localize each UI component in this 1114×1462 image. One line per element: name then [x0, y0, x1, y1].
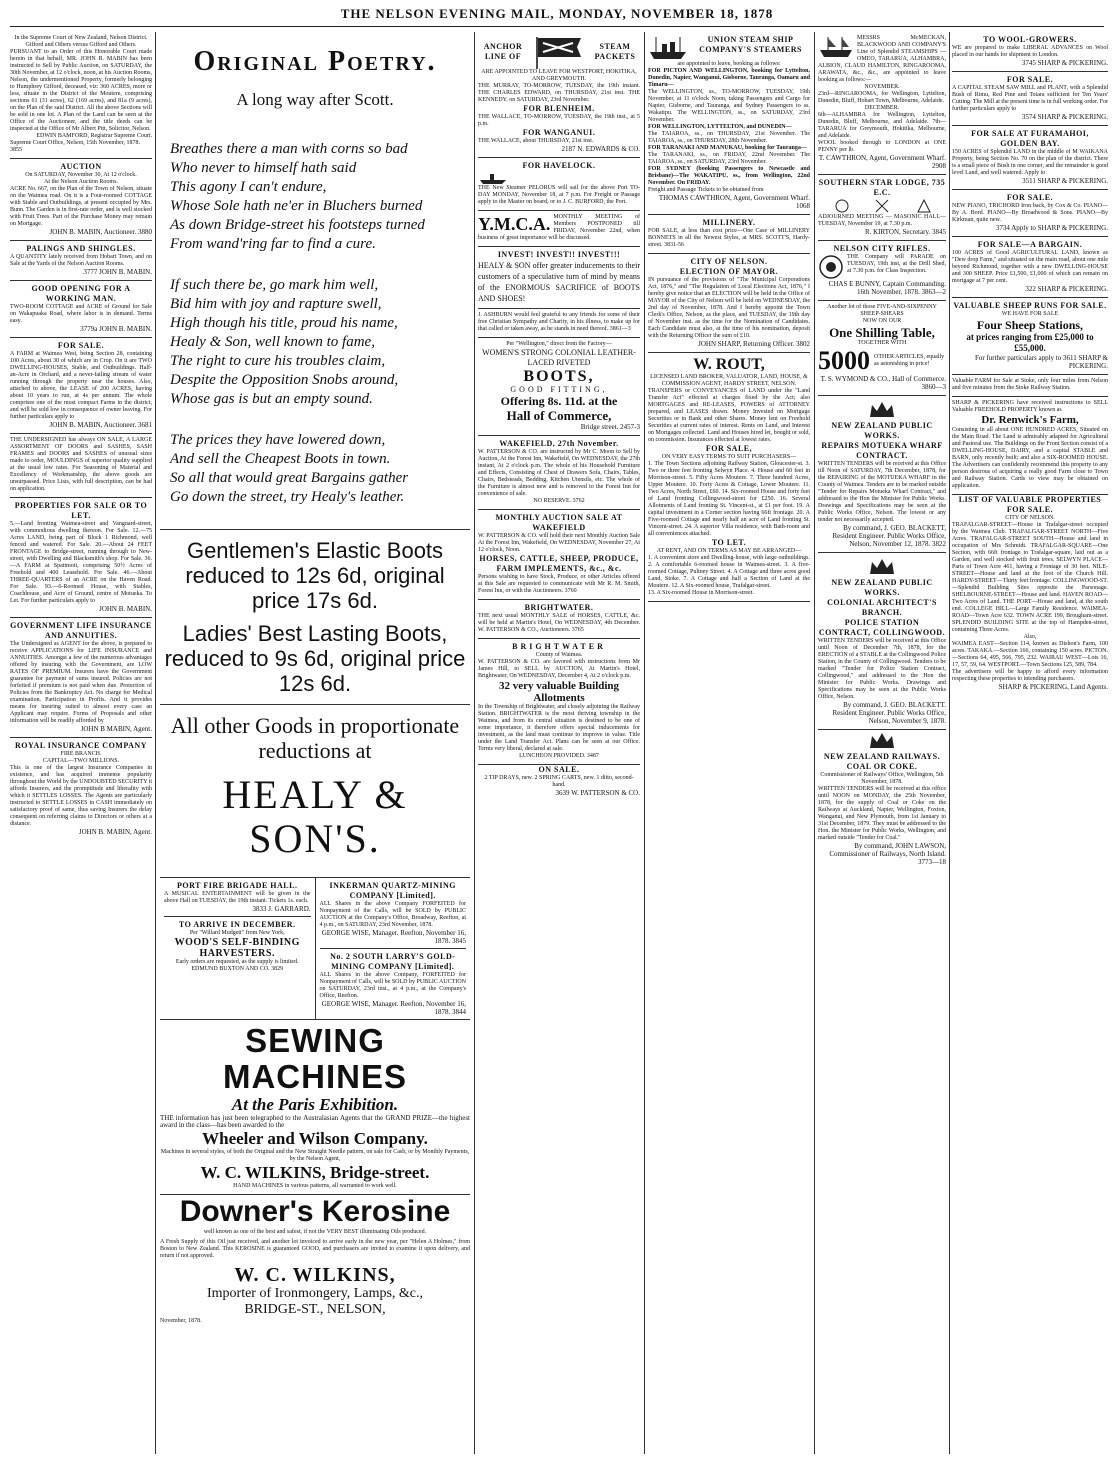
- offering-price: Offering 8s. 11d. at the: [500, 394, 618, 408]
- wellington-line: Per "Wellington," direct from the Factory—: [506, 341, 612, 347]
- bw2-body: W. PATTERSON & CO. are favored with instructions from Mr James Hill, to SELL by AUCTION, At Martin's Hotel, Brightwater, On WEDNESDAY, December 4, At 2 o'clock p.m.: [478, 659, 640, 679]
- bw2-more: In the Township of Brightwater, and closely adjoining the Railway Station. BRIGHTWATER is the most thriving township in the Waimea, and from its central situation is destined to be one of some importance, it therefore offers special inducements for investment, as the land must continue to improve in value. Title under the Land Transfer Act. Plans can be seen at our Office. Terms very liberal, declared at sale.: [478, 704, 640, 752]
- bargain-heading: FOR SALE—A BARGAIN.: [977, 240, 1083, 249]
- masonic-symbols-icon: [818, 198, 946, 214]
- rout-tolet-heading: TO LET.: [711, 538, 747, 547]
- bargain-signature: 322 SHARP & PICKERING.: [1025, 285, 1108, 293]
- hall-of-commerce-boots-ad: [478, 338, 640, 436]
- anchor-signature: 2187 N. EDWARDS & CO.: [561, 145, 640, 153]
- hand-machines: HAND MACHINES in various patterns, all warranted to work well.: [233, 1183, 397, 1189]
- together-with: TOGETHER WITH: [857, 340, 907, 346]
- lodge-signature: R. KIRTON, Secretary. 3845: [864, 228, 946, 236]
- downers-kerosine-title: Downer's Kerosine: [179, 1195, 451, 1228]
- auction-signature: JOHN B. MABIN, Auctioneer. 3880: [49, 228, 152, 236]
- masonic-lodge-ad: [818, 175, 946, 241]
- sewing-machines-ad: [160, 1020, 470, 1195]
- poem-subtitle: A long way after Scott.: [236, 90, 394, 109]
- rifles-heading: NELSON CITY RIFLES.: [833, 244, 931, 253]
- horses-heading: HORSES, CATTLE, SHEEP, PRODUCE, FARM IMPLEMENTS, &c., &c.: [479, 554, 639, 573]
- government-life-ad: [10, 618, 152, 738]
- anchor-line-ad: [478, 32, 640, 158]
- mcmeckan-month-2: DECEMBER.: [864, 105, 900, 111]
- picton-heading: FOR PICTON AND WELLINGTON, booking for Lyttelton, Dunedin, Napier, Wanganui, Gisborne, Tauranga, Oamaru and Timaru—: [648, 68, 810, 88]
- farm-sale-ad: [10, 338, 152, 434]
- golden-bay-body: 150 ACRES of Splendid LAND in the middle of M WAIKANA Property, being Section No. 70 on the plan of the district. There is a small piece of Bush in one corner, and the remainder is good level Land, and well watered. Apply to: [952, 149, 1108, 176]
- steamer-icon: [478, 171, 508, 185]
- brightwater-heading: BRIGHTWATER.: [524, 603, 594, 612]
- fire-brigade-signature: 3833 J. GARRARD.: [252, 905, 311, 913]
- poem-line: As down Bridge-street his footsteps turned: [170, 217, 425, 233]
- rout-forsale-body: 1. The Town Sections adjoining Railway Station, Gloucester-st. 3. Two or three feet fronting Selwyn Place. 4. House and 60 feet in Morrison-street. 5. Fifty Acres Moutere. 7. Three hundred Acres, Upper Moutere. 10. Forty Acres & Cottage, Lower Moutere. 11. Two Acres, North Street, £60. 14. Six-roomed House and forty feet of Land fronting Collingwood-street for £250. 16. Several Allotments of Land fronting St. Vincent-st., at £1 per foot. 19. A capital investment in a Corner section having 66ft frontage. 20. A Five-roomed Cottage and nearly half an acre of Land fronting St. Vincent-street. 24. A superior Villa residence, with Bath-room and all conveniences attached.: [648, 461, 810, 537]
- wheeler-wilson: Wheeler and Wilson Company.: [202, 1129, 428, 1148]
- working-man-heading: GOOD OPENING FOR A WORKING MAN.: [31, 284, 131, 303]
- kerosine-date: November, 1878.: [160, 1318, 202, 1324]
- five-thousand: 5000: [818, 346, 870, 375]
- rifles-body: THE Company will PARADE on TUESDAY, 19th inst, at the Drill Shed, at 7.30 p.m. for Class Inspection.: [847, 254, 946, 274]
- working-man-ad: [10, 281, 152, 338]
- royal-insurance-body: This is one of the largest Insurance Companies in existence, and has acquired immense popularity throughout the World by the UNDOUBTED SECURITY it affords Insurers, and the promptitude and liberality with which it SETTLES LOSSES. The Agents are particularly instructed to SETTLE LOSSES in CASH immediately on satisfactory proof of same, thus saving Insurers the delay consequent on referring claims to Directors or others at a distance.: [10, 765, 152, 827]
- column-divider: [949, 32, 950, 1454]
- sheep-sub: WE HAVE FOR SALE: [1001, 311, 1059, 317]
- bridge-street-line: BRIDGE-ST., NELSON,: [244, 1302, 386, 1317]
- union-heading: UNION STEAM SHIP COMPANY'S STEAMERS: [699, 35, 802, 54]
- inkerman-body: ALL Shares in the above Company FORFEITED for Nonpayment of the Calls, will be SOLD by PUBLIC AUCTION at the Company's Office, Broadway, Reefton, at 4 p.m., on SATURDAY, 23rd November, 1878.: [319, 901, 466, 928]
- motueka-wharf-ad: [818, 396, 946, 553]
- top-rule: [10, 26, 1104, 27]
- palings-body: A QUANTITY lately received from Hobart Town, and on Sale at the Yards of the Nelson Auction Rooms.: [10, 254, 152, 267]
- also-body: WAIMEA EAST—Section 114, known as Dishon's Farm, 100 acres. TAKAKA.—Section 166, containing 150 acres. PICTON.—Sections 64, 495, 566, 795, 232. WAIRAU WEST—Lots 16, 17, 57, 59, 64. WESTPORT.—Town Sections 125, 589, 784.: [952, 641, 1108, 668]
- auction-heading: AUCTION: [60, 162, 102, 171]
- poem-line: So all that would great Bargains gather: [170, 470, 409, 486]
- column-divider: [155, 32, 156, 1454]
- properties-body: 5.—Land fronting Waimea-street and Vanguard-street, with commodious dwelling thereon. For Sale. 12.—75 Acres LAND, being part of Block 1 Richmond, well fenced and watered. For Sale. 20.—About 24 FEET FRONTAGE to Bridge-street, running through to New-street, with Dwelling and Blacksmith's shop. For Sale. 36.—A FARM at Spattmoti, comprising 50½ Acres of Freehold and 400 Leasehold. For Sale. 46.—About THREE-QUARTERS of an ACRE on the Haven Road. For Sale. 93.—6-Roomed House, with Stables, Coachhouse, and Acre of Ground, centre of Motueka. To Let. For further particulars apply to: [10, 521, 152, 604]
- invest-body: HEALY & SON offer greater inducements to their customers of a speculative turn of mind by means of the ENORMOUS SACRIFICE of BOOTS AND SHOES!: [478, 261, 640, 303]
- city-heading: CITY OF NELSON.: [690, 257, 768, 266]
- anchor-sub: ARE APPOINTED TO LEAVE FOR WESTPORT, HOKITIKA, AND GREYMOUTH.: [481, 69, 637, 82]
- court-signature: EDWIN BAMFORD, Registrar Supreme Court.: [36, 133, 152, 139]
- mcmeckan-signature: T. CAWTHRON, Agent, Government Wharf. 2908: [818, 154, 946, 170]
- larry-heading: No. 2 SOUTH LARRY'S GOLD-MINING COMPANY [Limited].: [330, 952, 456, 971]
- invest-heading: INVEST! INVEST!! INVEST!!!: [497, 250, 621, 259]
- monthly-heading: MONTHLY AUCTION SALE AT WAKEFIELD: [495, 513, 623, 532]
- farm-sale-signature: JOHN B. MABIN, Auctioneer. 3681: [49, 421, 152, 429]
- list-body: TRAFALGAR-STREET—House in Trafalgar-street occupied by the Waimea Club. TRAFALGAR-STREET NORTH—Five Acres. TRAFALGAR-STREET SOUTH—House and land in occupation of Mrs Schmidt. TRAFALGAR-SQUARE—One Section, with 66ft frontage to Trafalgar-square, laid out as a Garden, and well stocked with fruit trees. SELWYN PLACE—Parts of Town Acre 461, having a Frontage of 30 feet. NILE-STREET—House and land at the foot of the Church Hill. HARDY-STREET—Thirty feet frontage. COLLINGWOOD-ST.—Splendid Building Sites opposite the Parsonage. SHELBOURNE-STREET—House and land. HAVEN ROAD—Two Acres of Land. THE PORT—House and land, at the south end. COLLEGE HILL—Large Family Residence. WAIMEA-ROAD—Town Acre 632. TOWN ACRE 199, Brougham-street. SPLENDID BUILDING SITE at the top of Hampden-street, containing Three Acres.: [952, 522, 1108, 633]
- police-signature: By command, J. GEO. BLACKETT. Resident Engineer. Public Works Office, Nelson, November 9, 1878.: [832, 701, 946, 725]
- ymca-ad: [478, 211, 640, 247]
- palings-heading: PALINGS AND SHINGLES.: [26, 244, 136, 253]
- divider: [160, 529, 470, 530]
- column-2: [160, 32, 470, 1452]
- woods-harvesters: WOOD'S SELF-BINDING HARVESTERS.: [174, 937, 300, 959]
- mcmeckan-body-1: 23rd—RINGAROOMA, for Wellington, Lyttelton, Dunedin, Bluff, Hobart Town, Melbourne, Adelaide.: [818, 91, 946, 104]
- fire-brigade-body: A MUSICAL ENTERTAINMENT will be given in the above Hall on TUESDAY, the 19th instant. Tickets 1s. each.: [164, 891, 311, 904]
- invest-ad: [478, 247, 640, 309]
- larry-signature: GEORGE WISE, Manager. Reefton, November 16, 1878. 3844: [321, 1000, 466, 1016]
- royal-insurance-signature: JOHN B. MABIN, Agent.: [78, 828, 152, 836]
- coal-body: WRITTEN TENDERS will be received at this office until NOON on MONDAY, the 25th November, 1878, for the supply of Coal or Coke on the Railways at Auckland, Napier, Wellington, Foxton, Wanganui, and New Plymouth, from 1st January to 31st December, 1879. They must be addressed to the Hon. the Minister for Public Works, Wellington, and marked outside "Tender for Coal.": [818, 786, 946, 841]
- auction-date: On SATURDAY, November 30, At 12 o'clock.: [25, 172, 137, 178]
- royal-insurance-capital: CAPITAL—TWO MILLIONS.: [42, 758, 120, 764]
- kerosine-sub: well known as one of the best and safest, if not the VERY BEST illuminating Oils produced.: [203, 1229, 427, 1235]
- auction-ad: [10, 159, 152, 241]
- golden-bay-ad: [952, 126, 1108, 190]
- monthly-body: W. PATTERSON & CO. will hold their next Monthly Auction Sale At the Forest Inn, Wakefield, On WEDNESDAY, November 27, At 12 o'clock, Noon.: [478, 533, 640, 553]
- poem-line: The right to cure his troubles claim,: [170, 353, 386, 369]
- flag-icon: [533, 35, 585, 69]
- notices-row-1: [160, 878, 470, 1020]
- rout-sub: LICENSED LAND BROKER, VALUATOR, LAND, HOUSE, & COMMISSION AGENT, HARDY STREET, NELSON.: [650, 374, 808, 387]
- brightwater-allotments-ad: [478, 639, 640, 765]
- four-sheep-stations: Four Sheep Stations,: [976, 318, 1084, 332]
- millinery-heading: MILLINERY.: [702, 218, 756, 227]
- renwick-body: Consisting in all about ONE HUNDRED ACRES, Situated on the Main Road. The Land is admirably adapted for Agricultural and Pastoral use. The Buildings on the Front Section consist of a DWELLING-HOUSE, DAIRY, and a capital STABLE and BARN, only recently built; and also a SIX-ROOMED HOUSE. The Advertisers can confidently recommend this property to any person desirous of acquiring a really good Farm close to Town and Railway Station. Cards to view may be obtained on application.: [952, 427, 1108, 489]
- court-body: PURSUANT to an Order of this Honorable Court made herein in that behalf, MR. JOHN B. MABIN has been instructed to Sell by Public Auction, on SATURDAY, the 30th November, at 12 o'clock, noon, at his Auction Rooms, Nelson, the undermentioned Property, formerly belonging to Humphrey Gifford, deceased, viz: 360 ACRES, more or less, situate in the District of the Moutere, comprising sections 61 (31 acres), 62 (169 acres), and 81a (9 acres), on the Plan of the said District. All the above Sections will be sold in one lot. A Plan of the Land can be seen at the Office of the Auctioneer, and the title deeds can be inspected at the Office of Mr Albert Pitt, Solicitor, Nelson.: [10, 49, 152, 132]
- wanganui-heading: FOR WANGANUI.: [522, 128, 596, 137]
- city-sub: ELECTION OF MAYOR.: [679, 267, 779, 276]
- ashburn-ad: [478, 309, 640, 338]
- properties-ad: [10, 498, 152, 618]
- larry-body: ALL Shares in the above Company, FORFEITED for Nonpayment of Calls, will be SOLD by PUBLIC AUCTION on SATURDAY, 23rd inst., at 4 p.m., at the Company's Office, Reefton.: [319, 972, 466, 999]
- divider: [320, 948, 467, 949]
- sheep-signature: For further particulars apply to 3611 SHARP & PICKERING.: [974, 354, 1108, 370]
- sewing-machines-title: SEWING MACHINES: [222, 1022, 407, 1095]
- rifles-signature: CHAS E BUNNY, Captain Commanding. 16th November, 1878. 3863—2: [828, 280, 946, 296]
- healy-poem-ad: [160, 46, 470, 878]
- city-signature: JOHN SHARP, Returning Officer. 3802: [698, 340, 810, 348]
- poem-line: The prices they have lowered down,: [170, 432, 386, 448]
- paris-exhibition: At the Paris Exhibition.: [231, 1095, 399, 1114]
- divider: [164, 916, 311, 917]
- rout-tolet-body: 1. A convenient store and Dwelling-house, with large outbuildings. 2. A comfortable 6-roomed house in Waimea-street. 3. A five-roomed Cottage, Pultney Street. 4. A Cottage and three acres good Land, Stoke. 7. A Cottage and half a Section of Land at the Moutere. 12. A Six-roomed house, Trafalgar-street.: [648, 555, 810, 589]
- rifles-ad: [818, 241, 946, 301]
- drays-body: 2 TIP DRAYS, new. 2 SPRING CARTS, new. 1 ditto, second-hand.: [484, 775, 634, 788]
- column-4: [648, 32, 810, 1452]
- court-subheading: Gifford and Others versus Gifford and Others.: [25, 42, 137, 48]
- wool-heading: TO WOOL-GROWERS.: [983, 35, 1077, 44]
- bw2-sub: County of Waimea.: [535, 652, 583, 658]
- anchor-line-right: STEAM PACKETS: [594, 42, 636, 61]
- rout-name: W. ROUT,: [693, 356, 765, 373]
- farm-sale-heading: FOR SALE.: [57, 341, 105, 350]
- onsale-heading: ON SALE.: [538, 765, 580, 774]
- crown-icon: [867, 399, 897, 421]
- motueka-heading: REPAIRS MOTUEKA WHARF CONTRACT.: [821, 441, 943, 460]
- one-shilling-table: One Shilling Table,: [829, 325, 935, 340]
- womens-boots-line: WOMEN'S STRONG COLONIAL LEATHER-LACED RIVETED: [482, 348, 636, 367]
- shears-sub: NOW ON OUR: [862, 318, 902, 324]
- sheep-price-range: at prices ranging from £25,000 to £55,000.: [966, 332, 1094, 353]
- also-heading: Also,: [1023, 634, 1037, 640]
- shears-heading: Another lot of those FIVE-AND-SIXPENNY SHEEP-SHEARS: [827, 304, 937, 317]
- wakefield-heading: WAKEFIELD, 27th November.: [499, 439, 619, 448]
- taranaki-body: The TARANAKI, ss., on FRIDAY, 22nd November. The TAIAROA, ss., on SATURDAY, 23rd November.: [648, 152, 810, 165]
- poem-line: Bid him with joy and rapture swell,: [170, 296, 382, 312]
- bargain-body: 100 ACRES of Good AGRICULTURAL LAND, known as "Dew drop Farm," and situated on the main road, about one mile beyond Richmond, together with a new DWELLING-HOUSE and 300 SHEEP. Price £1,500, £1,000 of which can remain on mortgage at 7 per cent.: [952, 250, 1108, 284]
- elastic-boots-offer: Gentlemen's Elastic Boots reduced to 12s 6d, original price 17s 6d.: [185, 538, 445, 613]
- sydney-heading: FOR SYDNEY (booking Passengers to Newcastle and Brisbane)—The WAKATIPU, ss., from Wellington, 22nd November. On FRIDAY.: [648, 166, 810, 186]
- poem-line: Breathes there a man with corns so bad: [170, 141, 408, 157]
- crest-icon: [818, 254, 844, 280]
- pianos-signature: 3734 Apply to SHARP & PICKERING.: [995, 224, 1108, 232]
- poem-line: Go down the street, try Healy's leather.: [170, 489, 405, 505]
- bw2-big: 32 very valuable Building Allotments: [498, 680, 620, 704]
- lyttelton-heading: FOR WELLINGTON, LYTTELTON, and DUNEDIN—: [648, 124, 792, 130]
- column-5: [818, 32, 946, 1452]
- ashburn-body: J. ASHBURN would feel grateful to any friends for some of their free Christian Sympathy and Charity, in his illness, to make up for that called or taken away, as he stands in need thereof. 3861—3: [478, 312, 640, 332]
- havelock-heading: FOR HAVELOCK.: [522, 161, 596, 170]
- other-articles: OTHER ARTICLES, equally as astonishing in price!: [874, 354, 945, 367]
- no-reserve: NO RESERVE. 3762: [533, 498, 585, 504]
- mining-ads: [315, 878, 471, 1019]
- crown-icon: [867, 730, 897, 752]
- lodge-body: ADJOURNED MEETING — MASONIC HALL—TUESDAY, November 19, at 7.30 p.m.: [818, 214, 946, 227]
- lyttelton-body: The TAIAROA, ss., on THURSDAY, 21st November. The TAIAROA, ss., on THURSDAY, 28th November.: [648, 131, 810, 144]
- arrive-heading: TO ARRIVE IN DECEMBER.: [178, 920, 296, 929]
- divider: [160, 704, 470, 705]
- list-sub: CITY OF NELSON.: [1005, 515, 1055, 521]
- poem-line: This agony I can't endure,: [170, 179, 327, 195]
- poem-line: Whose Sole hath ne'er in Bluchers burned: [170, 198, 423, 214]
- inkerman-heading: INKERMAN QUARTZ-MINING COMPANY [Limited].: [329, 881, 456, 900]
- farm-sale-body: A FARM at Waimea West, being Section 28, containing 100 Acres, about 30 of which are in Crop. On it are TWO DWELLING-HOUSES, Stable, and Outbuildings. Half-an-Acre in Orchard, and a never-failing stream of water running through the property near the houses. Also, attached to above, the LEASE of 200 ACRES, having about 10 years to run, at 4s per annum. The whole comprises one of the most compact Farms in the district, and will be sold low in consequence of owner leaving. For further particulars apply to: [10, 351, 152, 420]
- poem-line: High though his title, proud his name,: [170, 315, 398, 331]
- sydney-body: Freight and Passage Tickets to be obtained from: [648, 187, 764, 193]
- fire-brigade-heading: PORT FIRE BRIGADE HALL.: [177, 881, 298, 890]
- rout-tolet-last: 13. A Six-roomed House in Morrison-street.: [648, 590, 754, 596]
- havelock-body: THE New Steamer PELORUS will sail for the above Port TO-DAY MONDAY, November 18, at 7 p.m. For Freight or Passage apply to the Master on board, or to J. C. BURFORD, the Port.: [478, 185, 640, 205]
- sawmill-heading: FOR SALE.: [1006, 75, 1054, 84]
- golden-bay-heading: FOR SALE AT FURAMAHOI, GOLDEN BAY.: [971, 129, 1089, 148]
- column-divider: [814, 32, 815, 1454]
- anchor-body: THE MURRAY, TO-MORROW, TUESDAY, the 19th instant. THE CHARLES EDWARD, on THURSDAY, 21st inst. THE KENNEDY, on SATURDAY, 23rd November.: [478, 83, 640, 103]
- arrive-body: Per "Willard Mudgett" from New York,: [189, 930, 285, 936]
- coal-sub: Commissioner of Railways' Office, Wellington, 5th November, 1878.: [820, 772, 944, 785]
- golden-bay-signature: 3511 SHARP & PICKERING.: [1022, 177, 1108, 185]
- working-man-body: TWO-ROOM COTTAGE and ACRE of Ground for Sale on Wakapuaka Road, where labor is in demand. Terms easy.: [10, 304, 152, 324]
- city-body: IN pursuance of the provisions of "The Municipal Corporations Act, 1876," and "The Regulation of Local Elections Act, 1876," I hereby give notice that an ELECTION will be held in the Office of MAYOR of the City of Nelson will be held on WEDNESDAY, the 2nd day of November, 1878. And I hereby appoint the Town Clerk's Office, Nelson, as the place, and TUESDAY, the 19th day of November inst. as the time for the Nomination of Candidates. Each Candidate must also, at the time of his nomination, deposit with the Returning Officer the sum of £10.: [648, 277, 810, 339]
- hall-sub: Bridge street. 2457-3: [580, 423, 640, 431]
- proportionate-reductions: All other Goods in proportionate reductions at: [170, 713, 460, 763]
- auction-place: At the Nelson Auction Rooms.: [44, 179, 118, 185]
- column-1: [10, 32, 152, 1452]
- monthly-sale-ad: [478, 510, 640, 600]
- wakefield-ad: [478, 436, 640, 510]
- list-heading: LIST OF VALUABLE PROPERTIES FOR SALE.: [958, 495, 1102, 514]
- motueka-body: WRITTEN TENDERS will be received at this Office till Noon of SATURDAY, 7th December, 1878, for the REPAIRING of the MOTUEKA WHARF in the County of Waimea. Tenders are to be marked outside "Tender for Repairs Motueka Wharf Contract," and addressed to the Hon the Minister for Public Works. Drawings and Specifications may be seen at the Public Works Office, Nelson. The lowest or any tender not necessarily accepted.: [818, 461, 946, 523]
- woods-body: Early orders are requested, as the supply is limited.: [175, 959, 299, 965]
- column-3: [478, 32, 640, 1452]
- ymca-body: MONTHLY MEETING of Members POSTPONED till FRIDAY, November 22nd, when business of great importance will be discussed.: [478, 214, 640, 241]
- renwick-farm-ad: [952, 397, 1108, 495]
- police-heading: POLICE STATION CONTRACT, COLLINGWOOD.: [818, 618, 946, 637]
- importer-line: Importer of Ironmongery, Lamps, &c.,: [206, 1286, 424, 1301]
- doors-sashes-ad: [10, 434, 152, 498]
- supreme-court-ad: [10, 32, 152, 159]
- poem-line: Healy & Son, well known to fame,: [170, 334, 375, 350]
- mayor-election-ad: [648, 254, 810, 353]
- court-date: Supreme Court Office, Nelson, 15th November, 1878. 3855: [10, 140, 140, 153]
- royal-insurance-heading: ROYAL INSURANCE COMPANY: [15, 741, 147, 750]
- column-6: [952, 32, 1108, 1452]
- luncheon: LUNCHEON PROVIDED. 3487: [519, 753, 599, 759]
- court-heading: In the Supreme Court of New Zealand, Nelson District.: [14, 35, 148, 41]
- millinery-body: FOR SALE, at less than cost price—One Case of MILLINERY BONNETS in all the Newest Styles, at MRS. SCOTT'S, Hardy-street. 3831-56: [648, 228, 810, 248]
- havelock-ad: [478, 158, 640, 211]
- pianos-body: NEW PIANO, TRICHORD Iron back, by Cox & Co. PIANO—By A. Bord. PIANO—By Broadwood & Sons. PIANO—By Kirkman, quite new.: [952, 203, 1108, 223]
- blenheim-body: THE WALLACE, TO-MORROW, TUESDAY, the 19th inst., at 5 p.m.: [478, 114, 640, 127]
- drays-ad: [478, 765, 640, 797]
- properties-signature: JOHN B. MABIN.: [99, 605, 152, 613]
- colonial-heading: COLONIAL ARCHITECT'S BRANCH.: [827, 598, 937, 617]
- wanganui-body: THE WALLACE, about THURSDAY, 21st inst.: [478, 138, 594, 144]
- mcmeckan-body-2: 6th—ALHAMBRA for Wellington, Lyttelton, Dunedin, Bluff, Melbourne, and Adelaide. 7th—TARARUA for Greymouth, Hokitika, Melbourne, and Adelaide.: [818, 112, 946, 139]
- millinery-ad: [648, 215, 810, 254]
- wool-growers-ad: [952, 32, 1108, 72]
- police-body: WRITTEN TENDERS will be received at this Office until Noon of December 7th, 1878, for the ERECTION of a STABLE at the Collingwood Police Station, in the County of Collingwood. Tenders to be marked "Tender for Police Station Contract, Collingwood," and addressed to the Hon the Minister for Public Works. Drawings and Specifications may be seen at the Public Works Office, Nelson.: [818, 638, 946, 700]
- motueka-signature: By command, J. GEO. BLACKETT, Resident Engineer. Public Works Office, Nelson, November 12, 1878. 3822: [832, 524, 946, 548]
- boots-word: BOOTS,: [523, 368, 595, 385]
- drays-signature: 3639 W. PATTERSON & CO.: [555, 789, 640, 797]
- properties-heading: PROPERTIES FOR SALE OR TO LET.: [14, 501, 148, 520]
- fire-brigade-ad: [160, 878, 315, 1019]
- taranaki-heading: FOR TARANAKI AND MANUKAU, booking for Tauranga—: [648, 145, 807, 151]
- ymca-title: Y.M.C.A.: [478, 214, 551, 234]
- doors-sashes-body: THE UNDERSIGNED has always ON SALE, A LARGE ASSORTMENT OF DOORS and SASHES, SASH FRAMES and DOORS and SASHES of unusual sizes made to order, MOULDINGS of superior quality supplied at the usual low rates. For Seasoning of Material and Excellency of Workmanship, the above goods are unsurpassed. Price Lists, with full description, can be had on application.: [10, 437, 152, 492]
- police-station-ad: [818, 553, 946, 730]
- bw2-heading: BRIGHTWATER: [512, 642, 606, 651]
- kerosine-ad: [160, 1195, 470, 1325]
- horses-body: Persons wishing to have Stock, Produce, or other Articles offered at this Sale are requested to communicate with Mr R. M. Smith, Forest Inn, or with the Auctioneers. 3760: [478, 574, 640, 594]
- inkerman-signature: GEORGE WISE, Manager. Reefton, November 16, 1878. 3845: [321, 929, 466, 945]
- woods-signature: EDMUND BUXTON AND CO. 3829: [191, 966, 284, 972]
- final-signature: SHARP & PICKERING, Land Agents.: [998, 683, 1108, 691]
- auction-body: ACRE No. 667, on the Plan of the Town of Nelson, situate on the Waimea road. On it is a Four-roomed COTTAGE with Stable and Outbuildings, at present occupied by Mrs. Bunn. The Garden is in first-rate order, and is well stocked with Fruit Trees. Part of the Purchase Money may remain on Mortgage.: [10, 186, 152, 227]
- crown-icon: [867, 556, 897, 578]
- renwick-heading: SHARP & PICKERING have received instructions to SELL Valuable FREEHOLD PROPERTY known as: [952, 400, 1108, 413]
- wheeler-body: Machines in several styles, of both the Original and the New Straight Needle pattern, on sale for Cash, or by Monthly Payments, by the Nelson Agent,: [160, 1149, 470, 1162]
- union-signature: THOMAS CAWTHRON, Agent, Government Wharf. 1068: [658, 194, 810, 210]
- poem-line: Despite the Opposition Snobs around,: [170, 372, 399, 388]
- railways-heading: NEW ZEALAND RAILWAYS.: [823, 752, 941, 761]
- blenheim-heading: FOR BLENHEIM.: [523, 104, 595, 113]
- rout-forsale-sub: ON VERY EASY TERMS TO SUIT PURCHASERS—: [661, 454, 797, 460]
- saw-mill-ad: [952, 72, 1108, 126]
- sheep-shears-ad: [818, 301, 946, 396]
- wilkins-name: W. C. WILKINS,: [234, 1264, 396, 1286]
- stoke-farm-body: Valuable FARM for Sale at Stoke, only four miles from Nelson and five minutes from the Stoke Railway Station.: [952, 378, 1108, 391]
- column-divider: [644, 32, 645, 1454]
- rout-tolet-sub: AT RENT, AND ON TERMS AS MAY BE ARRANGED—: [656, 548, 802, 554]
- sawmill-signature: 3574 SHARP & PICKERING.: [1021, 113, 1108, 121]
- property-list-ad: [952, 495, 1108, 691]
- bargain-ad: [952, 237, 1108, 298]
- renwick-title: Dr. Renwick's Farm,: [981, 414, 1079, 426]
- poem-line: Who never to himself hath said: [170, 160, 357, 176]
- lasting-boots-offer: Ladies' Best Lasting Boots, reduced to 9s 6d, original price 12s 6d.: [164, 621, 466, 696]
- brightwater-ad: [478, 600, 640, 639]
- working-man-signature: 3779a JOHN B. MABIN.: [80, 325, 152, 333]
- fitting-word: GOOD FITTING,: [510, 385, 608, 394]
- sewing-body: THE information has just been telegraphed to the Australasian Agents that the GRAND PRIZE—the highest award in the class—has been awarded to the: [160, 1114, 470, 1129]
- stoke-farm-ad: [952, 375, 1108, 397]
- union-steamship-ad: [648, 32, 810, 215]
- masthead: THE NELSON EVENING MAIL, MONDAY, NOVEMBER 18, 1878: [340, 6, 774, 21]
- sawmill-body: A CAPITAL STEAM SAW MILL and PLANT, with a Splendid Bush of Rimu, Red Pine and Totara sufficient for Ten Years' Cutting. The Mill at the present time is in full working order. For further particulars apply to: [952, 85, 1108, 112]
- union-sub: are appointed to leave, booking as follows:: [677, 61, 781, 67]
- ship-icon: [648, 35, 688, 61]
- rout-body: TRANSFERS or CONVEYANCES of LAND under the "Land Transfer Act" effected at charges fixed by the Act; also MORTGAGES and RE-LEASES, POWERS of ATTORNEY prepared, and LEASES drawn. Money Invested on Mortgage Securities or in Bank and other Shares. Money lent on Freehold Securities at current rates of interest. Rents on Land, and Interest on Mortgages collected. Land and Houses hired let, bought or sold, on commission. Insurances effected at lowest rates.: [648, 388, 810, 443]
- mcmeckan-wool: WOOL booked through to LONDON at ONE PENNY per lb.: [818, 140, 946, 153]
- coal-signature: By command, JOHN LAWSON, Commissioner of Railways, North Island. 3773—18: [829, 842, 946, 866]
- pianos-ad: [952, 190, 1108, 237]
- palings-ad: [10, 241, 152, 281]
- palings-signature: 3777 JOHN B. MABIN.: [83, 268, 152, 276]
- column-divider: [474, 32, 475, 1454]
- anchor-line-left: ANCHOR LINE OF: [483, 42, 523, 61]
- ship-icon: [818, 35, 854, 59]
- mcmeckan-month-1: NOVEMBER.: [864, 84, 900, 90]
- royal-insurance-ad: [10, 738, 152, 840]
- healy-and-sons-title: HEALY & SON'S.: [222, 772, 408, 861]
- wool-signature: 3745 SHARP & PICKERING.: [1021, 59, 1108, 67]
- picton-body: The WELLINGTON, ss., TO-MORROW, TUESDAY, 19th November, at 11 o'clock Noon, taking Passengers and Cargo for Napier, Gisborne, and Tauranga, and Sydney Passengers to ss. Wakatipu. The WELLINGTON, ss., on SATURDAY, 23rd November.: [648, 89, 810, 123]
- nzpw2-heading: NEW ZEALAND PUBLIC WORKS.: [831, 578, 933, 597]
- poem-line: Whose gas is but an empty sound.: [170, 391, 373, 407]
- wymond-signature: T. S. WYMOND & CO., Hall of Commerce. 3860—3: [820, 375, 946, 391]
- hall-of-commerce: Hall of Commerce,: [506, 408, 612, 423]
- poem-line: If such there be, go mark him well,: [170, 277, 379, 293]
- sheep-runs-ad: [952, 298, 1108, 375]
- wakefield-body: W. PATTERSON & CO. are instructed by Mr C. Moon to Sell by Auction, At the Forest Inn, Wakefield, On WEDNESDAY, the 27th instant, At 2 o'clock p.m. The whole of his Household Furniture and Effects, Consisting of Chest of Drawers Sofa, Chairs, Tables, Chairs, Bedsteads, Bedding, Kitchen Utensils, etc. The whole of the Furniture is almost new and is removed to the Forest Inn for convenience of sale.: [478, 449, 640, 497]
- royal-insurance-sub: FIRE BRANCH.: [60, 751, 102, 757]
- coal-heading: COAL OR COKE.: [846, 762, 918, 771]
- pianos-heading: FOR SALE.: [1006, 193, 1054, 202]
- brightwater-body: THE next usual MONTHLY SALE of HORSES, CATTLE, &c. will be held at Martin's Hotel, On WEDNESDAY, 4th December. W. PATTERSON & CO., Auctioneers. 3765: [478, 613, 640, 633]
- lodge-heading: SOUTHERN STAR LODGE, 735 E.C.: [818, 178, 946, 197]
- mcmeckan-ad: [818, 32, 946, 175]
- government-life-body: The Undersigned as AGENT for the above, is prepared to receive APPLICATIONS for LIFE INSURANCE and ANNUITIES. Amongst a few of the numerous advantages offered by insuring with the Government, are LOW RATES OF PREMIUM. Insurers have the Government guarantee for payment of sums insured. Policies are not forfeited if premium is not paid when due. Protection of Policies from the Bankruptcy Act. No charge for Medical examination. Participation in Profits. And it provides means for insuring suited to almost every case an Applicant may require. Forms of Proposals and other information will be readily afforded by: [10, 641, 152, 724]
- poem-line: From wand'ring far to find a cure.: [170, 236, 376, 252]
- sheep-heading: VALUABLE SHEEP RUNS FOR SALE.: [953, 301, 1107, 310]
- nzpw-heading: NEW ZEALAND PUBLIC WORKS.: [831, 421, 933, 440]
- government-life-signature: JOHN B MABIN, Agent.: [80, 725, 152, 733]
- wilkins-bridge-street: W. C. WILKINS, Bridge-street.: [200, 1163, 430, 1182]
- poem-line: And sell the Cheapest Boots in town.: [170, 451, 391, 467]
- wool-body: WE are prepared to make LIBERAL ADVANCES on Wool placed in our hands for shipment to London.: [952, 45, 1108, 58]
- poem-body: [160, 140, 470, 507]
- government-life-heading: GOVERNMENT LIFE INSURANCE AND ANNUITIES.: [10, 621, 152, 640]
- coal-ad: [818, 730, 946, 866]
- rout-forsale-heading: FOR SALE,: [705, 444, 753, 453]
- kerosine-body: A Fresh Supply of this Oil just received, and another lot invoiced to arrive early in the new year, per "Helen A Holmes," from Boston to New Zealand. This KEROSINE is guaranteed GOOD, and purchasers are invited to examine it upon delivery, and return if not approved.: [160, 1239, 470, 1259]
- mcmeckan-heading: MESSRS McMECKAN, BLACKWOOD AND COMPANY'S Line of Splendid STEAMSHIPS — OMEO, TARARUA, ALHAMBRA, ALBION, CLAUD HAMILTON, RINGAROOMA, ARAWATA, &c., &c., are appointed to leave booking as follows:—: [818, 35, 946, 83]
- final-body: The advertisers will be happy to afford every information respecting these properties to intending purchasers.: [952, 669, 1108, 682]
- rout-ad: [648, 353, 810, 602]
- poem-title: Original Poetry.: [193, 46, 437, 77]
